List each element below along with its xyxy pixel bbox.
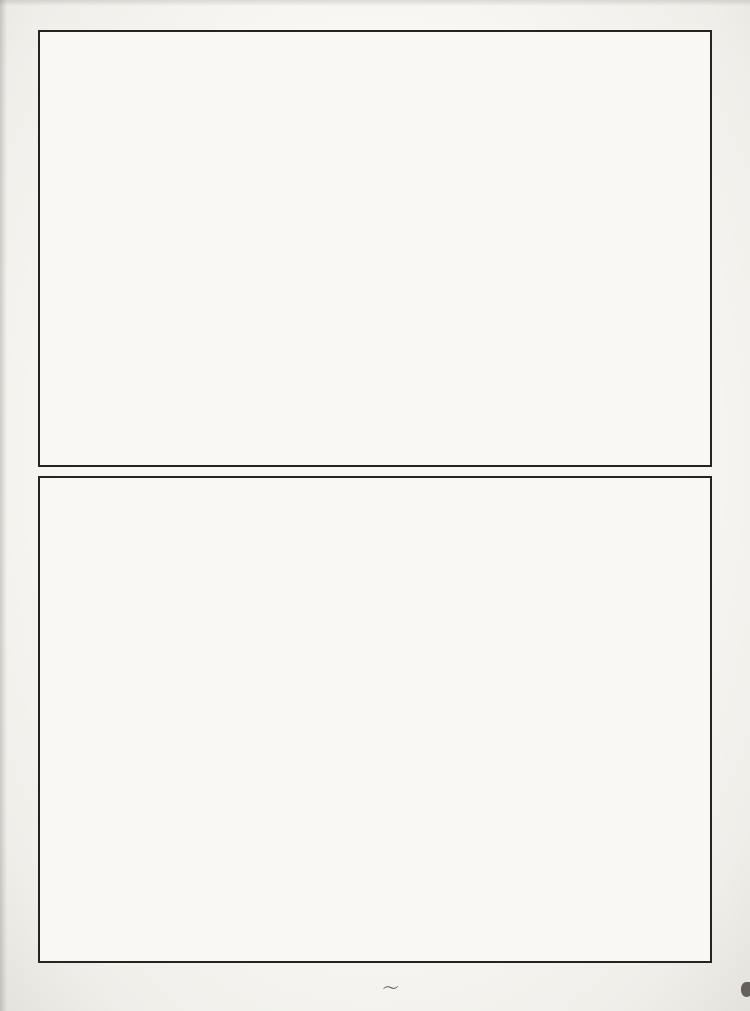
roster-table-top — [38, 30, 712, 467]
roster-tables — [38, 30, 712, 963]
scan-edge-shadow — [0, 0, 750, 6]
scan-edge-shadow — [0, 0, 7, 1011]
scan-smudge — [741, 982, 750, 997]
roster-table-bottom — [38, 476, 712, 963]
scan-smudge: 〜 — [381, 978, 401, 1000]
